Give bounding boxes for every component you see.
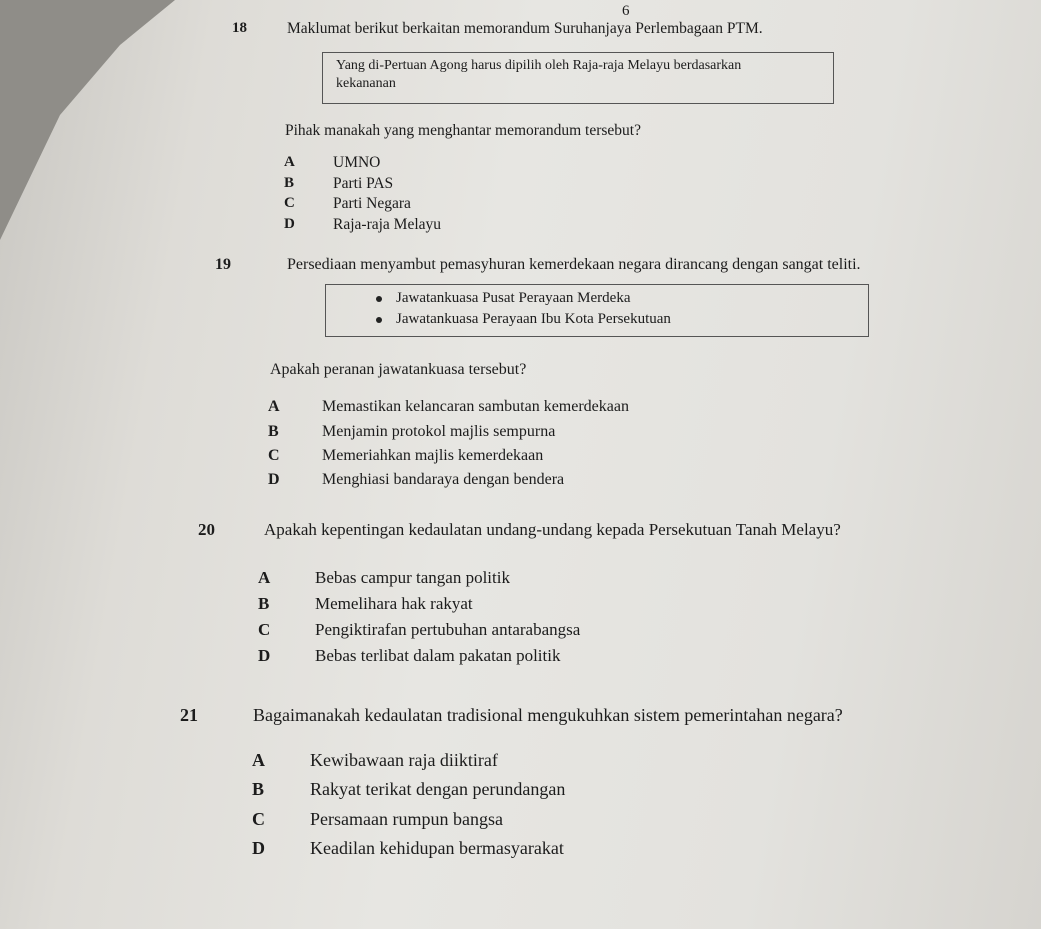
question-number: 19 <box>215 256 231 273</box>
option-text: Raja-raja Melayu <box>333 216 442 233</box>
option-letter: B <box>252 779 265 799</box>
option-letter: A <box>258 568 271 587</box>
option-text: Persamaan rumpun bangsa <box>310 809 503 829</box>
option-text: UMNO <box>333 154 381 171</box>
bullet-icon <box>376 317 382 323</box>
option-text: Keadilan kehidupan bermasyarakat <box>310 838 564 858</box>
option-text: Parti PAS <box>333 175 394 192</box>
option-text: Bebas campur tangan politik <box>315 568 510 587</box>
question-number: 20 <box>198 520 215 539</box>
question-prompt: Pihak manakah yang menghantar memorandum tersebut? <box>285 122 641 139</box>
option-letter: C <box>284 195 295 211</box>
option-letter: B <box>268 423 279 440</box>
option-text: Bebas terlibat dalam pakatan politik <box>315 646 561 665</box>
page-number: 6 <box>622 3 630 19</box>
option-text: Menghiasi bandaraya dengan bendera <box>322 471 565 488</box>
option-letter: A <box>268 398 280 415</box>
question-stem: Persediaan menyambut pemasyhuran kemerdekaan negara dirancang dengan sangat teliti. <box>287 256 861 273</box>
option-text: Parti Negara <box>333 195 411 212</box>
question-number: 21 <box>180 705 198 725</box>
option-letter: C <box>268 447 280 464</box>
option-text: Memeriahkan majlis kemerdekaan <box>322 447 544 464</box>
bullet-icon <box>376 296 382 302</box>
info-box-line: kekananan <box>336 76 396 91</box>
option-letter: D <box>284 216 295 232</box>
option-letter: B <box>258 594 270 613</box>
option-letter: A <box>284 154 295 170</box>
option-letter: C <box>258 620 271 639</box>
info-box-line: Yang di-Pertuan Agong harus dipilih oleh Raja-raja Melayu berdasarkan <box>336 58 742 73</box>
info-box-item: Jawatankuasa Pusat Perayaan Merdeka <box>376 290 631 307</box>
option-letter: D <box>268 471 280 488</box>
option-text: Memastikan kelancaran sambutan kemerdekaan <box>322 398 629 415</box>
option-text: Memelihara hak rakyat <box>315 594 473 613</box>
option-text: Kewibawaan raja diiktiraf <box>310 750 498 770</box>
option-letter: D <box>258 646 271 665</box>
option-letter: C <box>252 809 265 829</box>
info-box-item: Jawatankuasa Perayaan Ibu Kota Persekutuan <box>376 311 671 328</box>
option-text: Menjamin protokol majlis sempurna <box>322 423 556 440</box>
question-stem: Bagaimanakah kedaulatan tradisional mengukuhkan sistem pemerintahan negara? <box>253 705 843 725</box>
option-text: Pengiktirafan pertubuhan antarabangsa <box>315 620 581 639</box>
question-stem: Maklumat berikut berkaitan memorandum Suruhanjaya Perlembagaan PTM. <box>287 20 763 37</box>
question-prompt: Apakah peranan jawatankuasa tersebut? <box>270 361 527 378</box>
question-number: 18 <box>232 20 247 36</box>
option-letter: D <box>252 838 265 858</box>
option-text: Rakyat terikat dengan perundangan <box>310 779 566 799</box>
option-letter: B <box>284 175 295 191</box>
option-letter: A <box>252 750 265 770</box>
question-stem: Apakah kepentingan kedaulatan undang-undang kepada Persekutuan Tanah Melayu? <box>264 520 841 539</box>
